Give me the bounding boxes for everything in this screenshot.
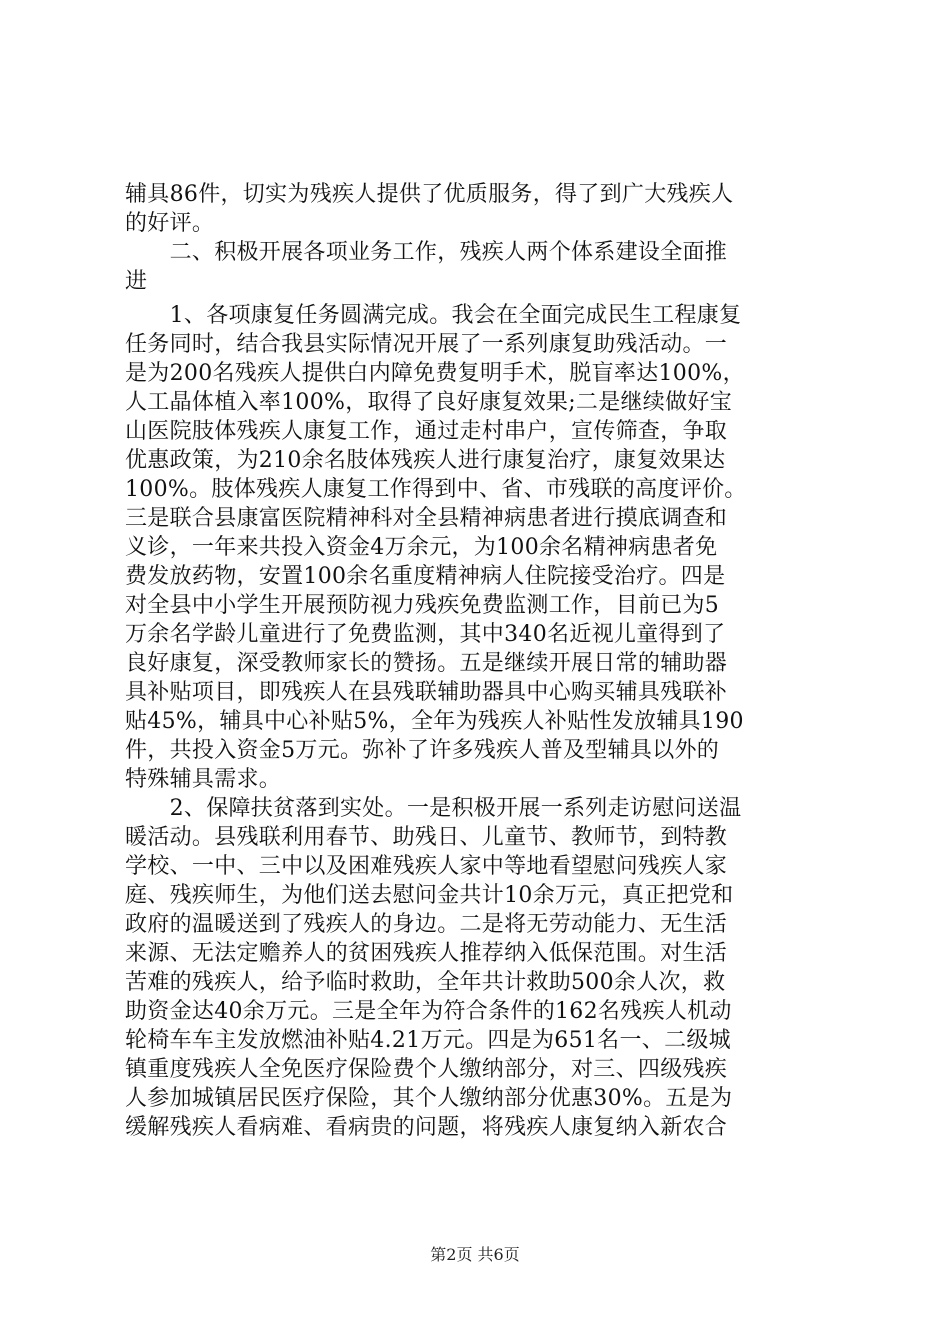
- text-line: 的好评。: [125, 211, 215, 236]
- text-line: 轮椅车车主发放燃油补贴4.21万元。四是为651名一、二级城: [125, 1028, 731, 1053]
- text-line: 特殊辅具需求。: [125, 767, 282, 792]
- text-line: 对全县中小学生开展预防视力残疾免费监测工作，目前已为5: [125, 593, 720, 618]
- text-line: 义诊，一年来共投入资金4万余元，为100余名精神病患者免: [125, 535, 718, 560]
- text-line: 具补贴项目，即残疾人在县残联辅助器具中心购买辅具残联补: [125, 680, 728, 705]
- text-line: 2、保障扶贫落到实处。一是积极开展一系列走访慰问送温: [125, 796, 742, 821]
- text-line: 件，共投入资金5万元。弥补了许多残疾人普及型辅具以外的: [125, 738, 720, 763]
- text-line: 100%。肢体残疾人康复工作得到中、省、市残联的高度评价。: [125, 477, 747, 502]
- text-line: 进: [125, 269, 148, 294]
- text-line: 政府的温暖送到了残疾人的身边。二是将无劳动能力、无生活: [125, 912, 728, 937]
- text-line: 万余名学龄儿童进行了免费监测，其中340名近视儿童得到了: [125, 622, 726, 647]
- text-line: 优惠政策，为210余名肢体残疾人进行康复治疗，康复效果达: [125, 448, 726, 473]
- text-line: 来源、无法定赡养人的贫困残疾人推荐纳入低保范围。对生活: [125, 941, 728, 966]
- text-line: 山医院肢体残疾人康复工作，通过走村串户，宣传筛查，争取: [125, 419, 728, 444]
- text-line: 暖活动。县残联利用春节、助残日、儿童节、教师节，到特教: [125, 825, 728, 850]
- text-line: 苦难的残疾人，给予临时救助，全年共计救助500余人次，救: [125, 970, 726, 995]
- text-line: 三是联合县康富医院精神科对全县精神病患者进行摸底调查和: [125, 506, 728, 531]
- text-line: 费发放药物，安置100余名重度精神病人住院接受治疗。四是: [125, 564, 726, 589]
- text-line: 镇重度残疾人全免医疗保险费个人缴纳部分，对三、四级残疾: [125, 1057, 728, 1082]
- text-line: 是为200名残疾人提供白内障免费复明手术，脱盲率达100%，: [125, 361, 745, 386]
- text-line: 庭、残疾师生，为他们送去慰问金共计10余万元，真正把党和: [125, 883, 734, 908]
- text-line: 人参加城镇居民医疗保险，其个人缴纳部分优惠30%。五是为: [125, 1086, 733, 1111]
- text-line: 1、各项康复任务圆满完成。我会在全面完成民生工程康复: [125, 303, 742, 328]
- text-line: 辅具86件，切实为残疾人提供了优质服务，得了到广大残疾人: [125, 182, 734, 207]
- text-line: 助资金达40余万元。三是全年为符合条件的162名残疾人机动: [125, 999, 732, 1024]
- text-line: 二、积极开展各项业务工作，残疾人两个体系建设全面推: [125, 240, 728, 265]
- page-number-footer: 第2页 共6页: [430, 1245, 520, 1264]
- text-line: 缓解残疾人看病难、看病贵的问题，将残疾人康复纳入新农合: [125, 1115, 728, 1140]
- text-line: 任务同时，结合我县实际情况开展了一系列康复助残活动。一: [125, 332, 728, 357]
- text-line: 学校、一中、三中以及困难残疾人家中等地看望慰问残疾人家: [125, 854, 728, 879]
- text-line: 人工晶体植入率100%，取得了良好康复效果;二是继续做好宝: [125, 390, 733, 415]
- text-line: 贴45%，辅具中心补贴5%，全年为残疾人补贴性发放辅具190: [125, 709, 744, 734]
- text-line: 良好康复，深受教师家长的赞扬。五是继续开展日常的辅助器: [125, 651, 728, 676]
